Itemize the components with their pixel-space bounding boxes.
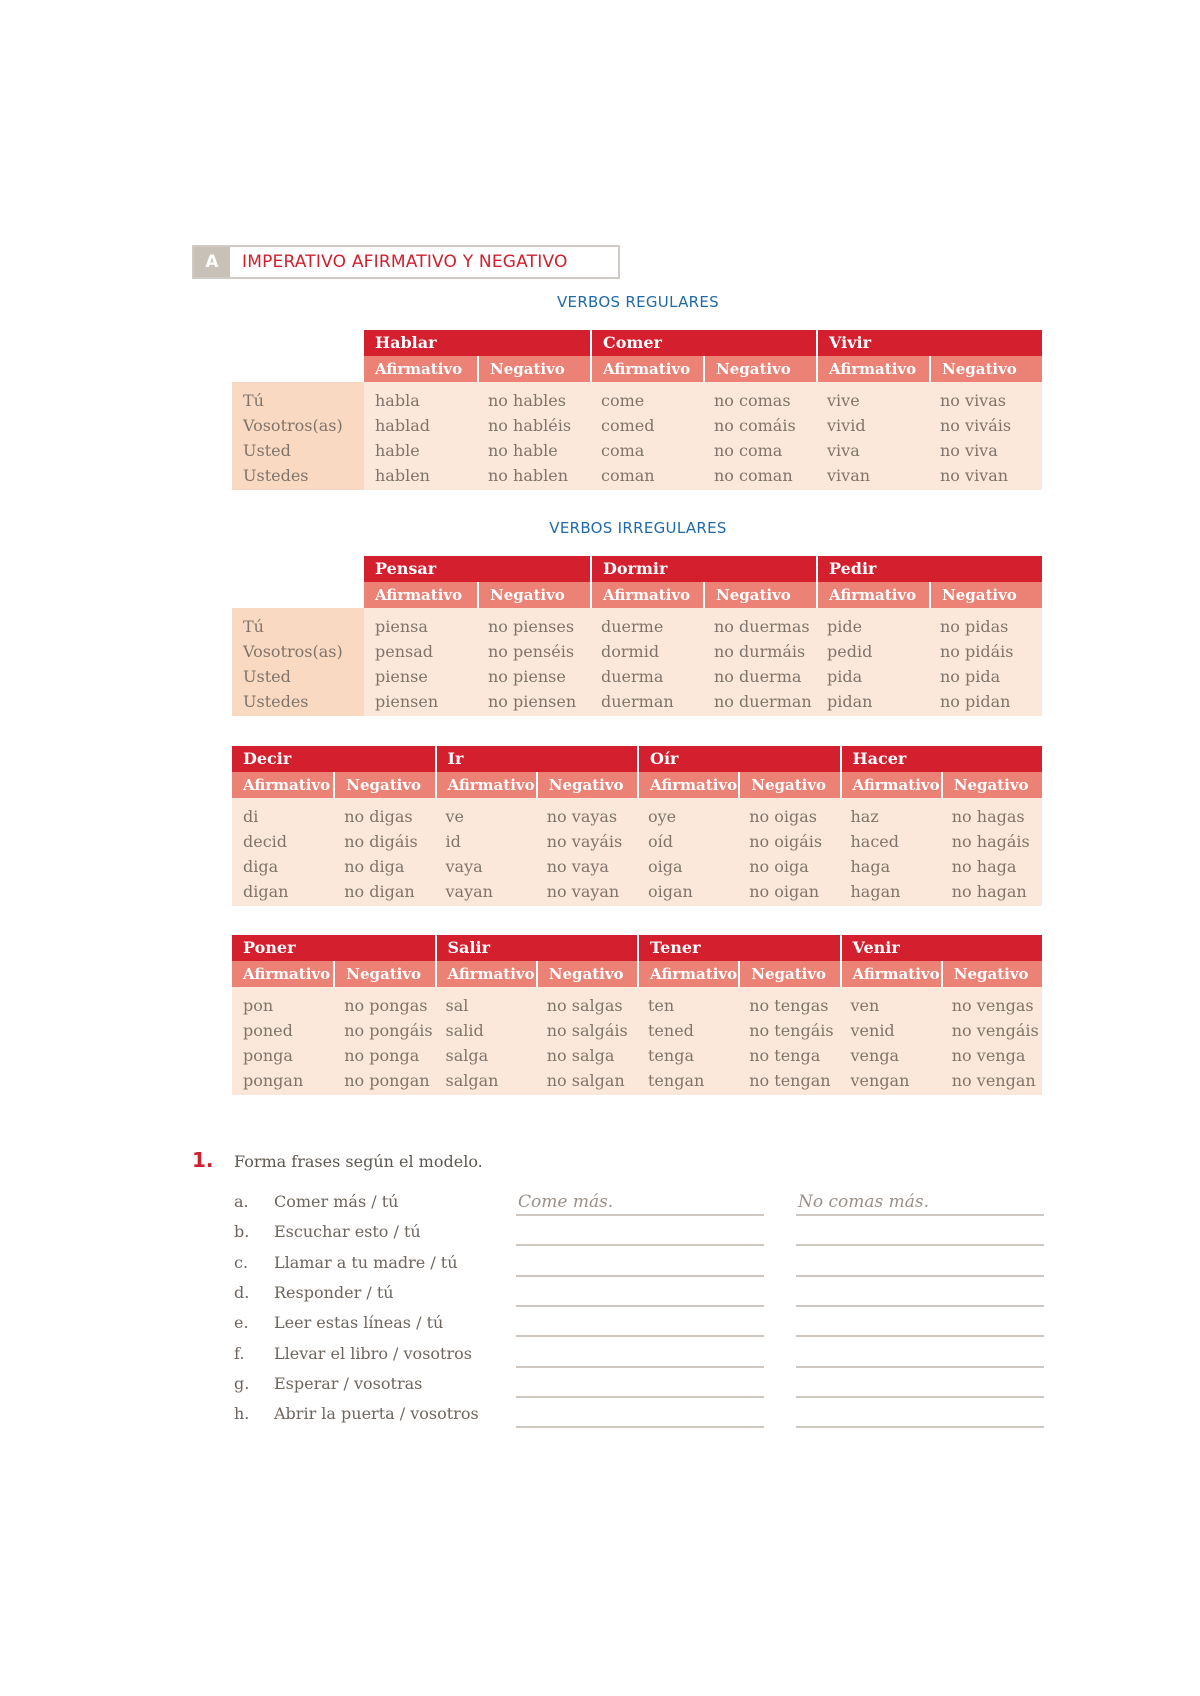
negativo-header: Negativo bbox=[941, 772, 1042, 798]
conjugation-row bbox=[364, 388, 1042, 413]
affirmative-form: vivid bbox=[827, 416, 866, 435]
affirmative-form: coman bbox=[601, 466, 655, 485]
conjugation-body bbox=[232, 798, 1042, 906]
afirmativo-header: Afirmativo bbox=[364, 582, 477, 608]
item-letter: g. bbox=[234, 1373, 250, 1393]
negative-form: no piensen bbox=[488, 692, 577, 711]
answer-negative-field[interactable] bbox=[796, 1222, 1044, 1246]
pronoun-label: Tú bbox=[243, 617, 264, 636]
negative-form: no hable bbox=[488, 441, 558, 460]
affirmative-form: oigan bbox=[648, 882, 693, 901]
affirmative-form: haz bbox=[850, 807, 879, 826]
affirmative-form: piense bbox=[375, 667, 428, 686]
form-header-row bbox=[364, 356, 1042, 382]
negative-form: no coma bbox=[714, 441, 783, 460]
negative-form: no durmáis bbox=[714, 642, 806, 661]
item-prompt: Comer más / tú bbox=[274, 1192, 399, 1211]
verb-header: Vivir bbox=[816, 330, 1042, 356]
negative-form: no vivan bbox=[940, 466, 1009, 485]
affirmative-form: digan bbox=[243, 882, 289, 901]
negative-form: no haga bbox=[951, 857, 1017, 876]
answer-affirmative-field[interactable] bbox=[516, 1313, 764, 1337]
affirmative-form: duerman bbox=[601, 692, 674, 711]
pronoun-label: Ustedes bbox=[243, 466, 309, 485]
affirmative-form: pon bbox=[243, 996, 274, 1015]
afirmativo-header: Afirmativo bbox=[435, 961, 536, 987]
negative-form: no salgas bbox=[546, 996, 623, 1015]
negative-form: no hagan bbox=[951, 882, 1027, 901]
pronoun-label: Usted bbox=[243, 667, 291, 686]
answer-negative-text bbox=[796, 1313, 798, 1333]
exercise-item bbox=[234, 1283, 1200, 1313]
pronoun-label: Vosotros(as) bbox=[243, 642, 343, 661]
affirmative-form: oye bbox=[648, 807, 677, 826]
answer-negative-text bbox=[796, 1374, 798, 1394]
exercise-item bbox=[234, 1253, 1200, 1283]
affirmative-form: salga bbox=[445, 1046, 489, 1065]
negative-form: no pidáis bbox=[940, 642, 1014, 661]
answer-affirmative-field[interactable] bbox=[516, 1283, 764, 1307]
negative-form: no hables bbox=[488, 391, 566, 410]
negative-form: no duerman bbox=[714, 692, 812, 711]
negative-form: no diga bbox=[344, 857, 405, 876]
negative-form: no vivas bbox=[940, 391, 1006, 410]
affirmative-form: ten bbox=[648, 996, 675, 1015]
pronoun-label: Tú bbox=[243, 391, 264, 410]
item-letter: a. bbox=[234, 1192, 249, 1211]
affirmative-form: tengan bbox=[648, 1071, 705, 1090]
negative-form: no pongáis bbox=[344, 1021, 433, 1040]
answer-negative-text bbox=[796, 1253, 798, 1273]
answer-affirmative-text bbox=[516, 1404, 518, 1424]
form-header-row bbox=[364, 582, 1042, 608]
conjugation-body bbox=[232, 987, 1042, 1095]
negative-form: no tengáis bbox=[749, 1021, 834, 1040]
item-letter: b. bbox=[234, 1222, 250, 1242]
afirmativo-header: Afirmativo bbox=[364, 356, 477, 382]
exercise-item bbox=[234, 1313, 1200, 1343]
negative-form: no tenga bbox=[749, 1046, 821, 1065]
afirmativo-header: Afirmativo bbox=[840, 772, 941, 798]
pronoun-label: Vosotros(as) bbox=[243, 416, 343, 435]
answer-negative-text bbox=[796, 1344, 798, 1364]
affirmative-form: decid bbox=[243, 832, 288, 851]
affirmative-form: ven bbox=[850, 996, 880, 1015]
afirmativo-header: Afirmativo bbox=[590, 356, 703, 382]
verb-header: Pensar bbox=[364, 556, 590, 582]
verb-header: Ir bbox=[435, 746, 638, 772]
conjugation-row bbox=[364, 664, 1042, 689]
conjugation-row bbox=[232, 854, 1042, 879]
affirmative-form: piensen bbox=[375, 692, 439, 711]
negative-form: no duermas bbox=[714, 617, 810, 636]
answer-affirmative-field[interactable] bbox=[516, 1222, 764, 1246]
answer-negative-field[interactable] bbox=[796, 1344, 1044, 1368]
answer-affirmative-field[interactable] bbox=[516, 1192, 764, 1216]
negativo-header: Negativo bbox=[477, 356, 590, 382]
affirmative-form: id bbox=[445, 832, 461, 851]
exercise-item bbox=[234, 1344, 1200, 1374]
negative-form: no hablen bbox=[488, 466, 568, 485]
affirmative-form: vayan bbox=[445, 882, 493, 901]
conjugation-body bbox=[364, 382, 1042, 490]
item-letter: f. bbox=[234, 1343, 245, 1363]
afirmativo-header: Afirmativo bbox=[232, 961, 333, 987]
negative-form: no tengan bbox=[749, 1071, 831, 1090]
negativo-header: Negativo bbox=[536, 772, 637, 798]
verb-header-row bbox=[232, 746, 1042, 772]
conjugation-row bbox=[364, 689, 1042, 714]
affirmative-form: pedid bbox=[827, 642, 873, 661]
verb-header: Oír bbox=[637, 746, 840, 772]
affirmative-form: salid bbox=[445, 1021, 484, 1040]
affirmative-form: vive bbox=[827, 391, 860, 410]
exercise-instruction: Forma frases según el modelo. bbox=[234, 1152, 483, 1171]
negativo-header: Negativo bbox=[333, 961, 434, 987]
affirmative-form: vivan bbox=[827, 466, 871, 485]
negative-form: no pienses bbox=[488, 617, 575, 636]
verb-header-row bbox=[232, 935, 1042, 961]
answer-affirmative-field[interactable] bbox=[516, 1374, 764, 1398]
negative-form: no digan bbox=[344, 882, 415, 901]
answer-negative-text bbox=[796, 1404, 798, 1424]
verb-header: Venir bbox=[840, 935, 1043, 961]
exercise-item bbox=[234, 1374, 1200, 1404]
affirmative-form: vaya bbox=[445, 857, 483, 876]
negative-form: no oigas bbox=[749, 807, 818, 826]
answer-affirmative-text bbox=[516, 1283, 518, 1303]
answer-negative-field[interactable] bbox=[796, 1404, 1044, 1428]
negative-form: no pida bbox=[940, 667, 1001, 686]
verb-header: Hacer bbox=[840, 746, 1043, 772]
affirmative-form: hablen bbox=[375, 466, 430, 485]
item-prompt: Esperar / vosotras bbox=[274, 1373, 423, 1393]
negative-form: no vengáis bbox=[951, 1021, 1039, 1040]
affirmative-form: tened bbox=[648, 1021, 694, 1040]
negativo-header: Negativo bbox=[941, 961, 1042, 987]
negative-form: no pongan bbox=[344, 1071, 430, 1090]
negative-form: no penséis bbox=[488, 642, 575, 661]
item-letter: h. bbox=[234, 1404, 250, 1424]
negativo-header: Negativo bbox=[738, 961, 839, 987]
affirmative-form: di bbox=[243, 807, 259, 826]
answer-affirmative-text bbox=[516, 1344, 518, 1364]
verb-header: Dormir bbox=[590, 556, 816, 582]
affirmative-form: diga bbox=[243, 857, 279, 876]
negativo-header: Negativo bbox=[333, 772, 434, 798]
item-prompt: Llamar a tu madre / tú bbox=[274, 1252, 458, 1272]
negativo-header: Negativo bbox=[703, 356, 816, 382]
section-header bbox=[192, 245, 620, 279]
conjugation-row bbox=[364, 639, 1042, 664]
affirmative-form: pensad bbox=[375, 642, 434, 661]
answer-affirmative-text bbox=[516, 1222, 518, 1242]
affirmative-form: coma bbox=[601, 441, 645, 460]
negative-form: no habléis bbox=[488, 416, 572, 435]
negative-form: no comas bbox=[714, 391, 791, 410]
negative-form: no coman bbox=[714, 466, 793, 485]
affirmative-form: tenga bbox=[648, 1046, 694, 1065]
negative-form: no vaya bbox=[546, 857, 609, 876]
conjugation-row bbox=[364, 614, 1042, 639]
exercise-item bbox=[234, 1192, 1200, 1222]
affirmative-form: comed bbox=[601, 416, 655, 435]
negative-form: no pidan bbox=[940, 692, 1011, 711]
negative-form: no ponga bbox=[344, 1046, 420, 1065]
negative-form: no tengas bbox=[749, 996, 829, 1015]
affirmative-form: pide bbox=[827, 617, 863, 636]
irregular-verbs-table-3 bbox=[232, 935, 1042, 1095]
negative-form: no vengas bbox=[951, 996, 1034, 1015]
conjugation-row bbox=[232, 1043, 1042, 1068]
answer-affirmative-text bbox=[516, 1313, 518, 1333]
form-header-row bbox=[232, 961, 1042, 987]
item-letter: d. bbox=[234, 1282, 250, 1302]
form-header-row bbox=[232, 772, 1042, 798]
affirmative-form: habla bbox=[375, 391, 420, 410]
negative-form: no salgan bbox=[546, 1071, 625, 1090]
pronoun-column-irregular bbox=[232, 608, 364, 716]
affirmative-form: ve bbox=[445, 807, 465, 826]
section-title: IMPERATIVO AFIRMATIVO Y NEGATIVO bbox=[242, 252, 568, 272]
item-prompt: Llevar el libro / vosotros bbox=[274, 1343, 472, 1363]
answer-negative-field[interactable] bbox=[796, 1253, 1044, 1277]
conjugation-row bbox=[232, 829, 1042, 854]
item-prompt: Escuchar esto / tú bbox=[274, 1222, 421, 1242]
conjugation-row bbox=[364, 438, 1042, 463]
affirmative-form: duerma bbox=[601, 667, 664, 686]
negativo-header: Negativo bbox=[536, 961, 637, 987]
affirmative-form: sal bbox=[445, 996, 469, 1015]
verb-header: Hablar bbox=[364, 330, 590, 356]
negative-form: no digas bbox=[344, 807, 413, 826]
afirmativo-header: Afirmativo bbox=[637, 772, 738, 798]
item-letter: c. bbox=[234, 1252, 249, 1272]
affirmative-form: ponga bbox=[243, 1046, 293, 1065]
conjugation-row bbox=[232, 804, 1042, 829]
affirmative-form: hable bbox=[375, 441, 420, 460]
negative-form: no pongas bbox=[344, 996, 428, 1015]
negative-form: no comáis bbox=[714, 416, 796, 435]
negativo-header: Negativo bbox=[929, 582, 1042, 608]
affirmative-form: pida bbox=[827, 667, 863, 686]
afirmativo-header: Afirmativo bbox=[590, 582, 703, 608]
answer-negative-text bbox=[796, 1222, 798, 1242]
verb-header: Comer bbox=[590, 330, 816, 356]
negativo-header: Negativo bbox=[738, 772, 839, 798]
answer-negative-text: No comas más. bbox=[798, 1192, 930, 1212]
answer-negative-text bbox=[796, 1283, 798, 1303]
afirmativo-header: Afirmativo bbox=[232, 772, 333, 798]
answer-affirmative-field[interactable] bbox=[516, 1404, 764, 1428]
conjugation-row bbox=[364, 413, 1042, 438]
item-prompt: Abrir la puerta / vosotros bbox=[274, 1404, 479, 1424]
exercise-item bbox=[234, 1222, 1200, 1252]
negative-form: no viváis bbox=[940, 416, 1012, 435]
answer-affirmative-text bbox=[516, 1253, 518, 1273]
negativo-header: Negativo bbox=[929, 356, 1042, 382]
item-prompt: Responder / tú bbox=[274, 1282, 394, 1302]
affirmative-form: viva bbox=[827, 441, 860, 460]
item-prompt: Leer estas líneas / tú bbox=[274, 1313, 444, 1333]
afirmativo-header: Afirmativo bbox=[840, 961, 941, 987]
irregular-verbs-table-1 bbox=[364, 556, 1042, 716]
answer-affirmative-field[interactable] bbox=[516, 1344, 764, 1368]
negativo-header: Negativo bbox=[477, 582, 590, 608]
affirmative-form: venga bbox=[850, 1046, 900, 1065]
subtitle-regular: VERBOS REGULARES bbox=[557, 293, 719, 311]
afirmativo-header: Afirmativo bbox=[816, 356, 929, 382]
irregular-verbs-table-2 bbox=[232, 746, 1042, 906]
conjugation-row bbox=[364, 463, 1042, 488]
affirmative-form: oíd bbox=[648, 832, 673, 851]
negative-form: no hagas bbox=[951, 807, 1025, 826]
negative-form: no vayáis bbox=[546, 832, 623, 851]
affirmative-form: duerme bbox=[601, 617, 664, 636]
answer-negative-field[interactable] bbox=[796, 1283, 1044, 1307]
negative-form: no vayas bbox=[546, 807, 618, 826]
negative-form: no oiga bbox=[749, 857, 809, 876]
verb-header-row bbox=[364, 556, 1042, 582]
conjugation-row bbox=[232, 879, 1042, 904]
affirmative-form: oiga bbox=[648, 857, 683, 876]
verb-header: Tener bbox=[637, 935, 840, 961]
answer-negative-field[interactable] bbox=[796, 1374, 1044, 1398]
verb-header: Salir bbox=[435, 935, 638, 961]
exercise-number: 1. bbox=[192, 1148, 214, 1172]
verb-header: Poner bbox=[232, 935, 435, 961]
exercise-item bbox=[234, 1404, 1200, 1434]
negative-form: no piense bbox=[488, 667, 566, 686]
affirmative-form: poned bbox=[243, 1021, 293, 1040]
answer-negative-field[interactable] bbox=[796, 1192, 1044, 1216]
regular-verbs-table bbox=[364, 330, 1042, 490]
negative-form: no salga bbox=[546, 1046, 615, 1065]
section-letter: A bbox=[194, 247, 230, 277]
negative-form: no oigan bbox=[749, 882, 820, 901]
afirmativo-header: Afirmativo bbox=[816, 582, 929, 608]
affirmative-form: hagan bbox=[850, 882, 901, 901]
conjugation-body bbox=[364, 608, 1042, 716]
answer-negative-field[interactable] bbox=[796, 1313, 1044, 1337]
conjugation-row bbox=[232, 1068, 1042, 1093]
answer-affirmative-field[interactable] bbox=[516, 1253, 764, 1277]
answer-affirmative-text: Come más. bbox=[518, 1192, 614, 1212]
negative-form: no duerma bbox=[714, 667, 802, 686]
conjugation-row bbox=[232, 993, 1042, 1018]
negative-form: no oigáis bbox=[749, 832, 823, 851]
affirmative-form: come bbox=[601, 391, 645, 410]
affirmative-form: haced bbox=[850, 832, 900, 851]
afirmativo-header: Afirmativo bbox=[435, 772, 536, 798]
item-letter: e. bbox=[234, 1313, 249, 1333]
affirmative-form: vengan bbox=[850, 1071, 910, 1090]
negative-form: no salgáis bbox=[546, 1021, 628, 1040]
affirmative-form: venid bbox=[850, 1021, 895, 1040]
affirmative-form: pongan bbox=[243, 1071, 304, 1090]
negative-form: no pidas bbox=[940, 617, 1009, 636]
affirmative-form: haga bbox=[850, 857, 891, 876]
affirmative-form: pidan bbox=[827, 692, 873, 711]
conjugation-row bbox=[232, 1018, 1042, 1043]
answer-affirmative-text bbox=[516, 1374, 518, 1394]
negative-form: no venga bbox=[951, 1046, 1026, 1065]
negative-form: no vayan bbox=[546, 882, 620, 901]
affirmative-form: hablad bbox=[375, 416, 430, 435]
negative-form: no vengan bbox=[951, 1071, 1036, 1090]
verb-header: Decir bbox=[232, 746, 435, 772]
verb-header-row bbox=[364, 330, 1042, 356]
affirmative-form: piensa bbox=[375, 617, 428, 636]
pronoun-column-regular bbox=[232, 382, 364, 490]
negative-form: no viva bbox=[940, 441, 998, 460]
negative-form: no digáis bbox=[344, 832, 418, 851]
negativo-header: Negativo bbox=[703, 582, 816, 608]
pronoun-label: Usted bbox=[243, 441, 291, 460]
affirmative-form: salgan bbox=[445, 1071, 499, 1090]
subtitle-irregular: VERBOS IRREGULARES bbox=[549, 519, 727, 537]
pronoun-label: Ustedes bbox=[243, 692, 309, 711]
negative-form: no hagáis bbox=[951, 832, 1030, 851]
affirmative-form: dormid bbox=[601, 642, 660, 661]
afirmativo-header: Afirmativo bbox=[637, 961, 738, 987]
verb-header: Pedir bbox=[816, 556, 1042, 582]
